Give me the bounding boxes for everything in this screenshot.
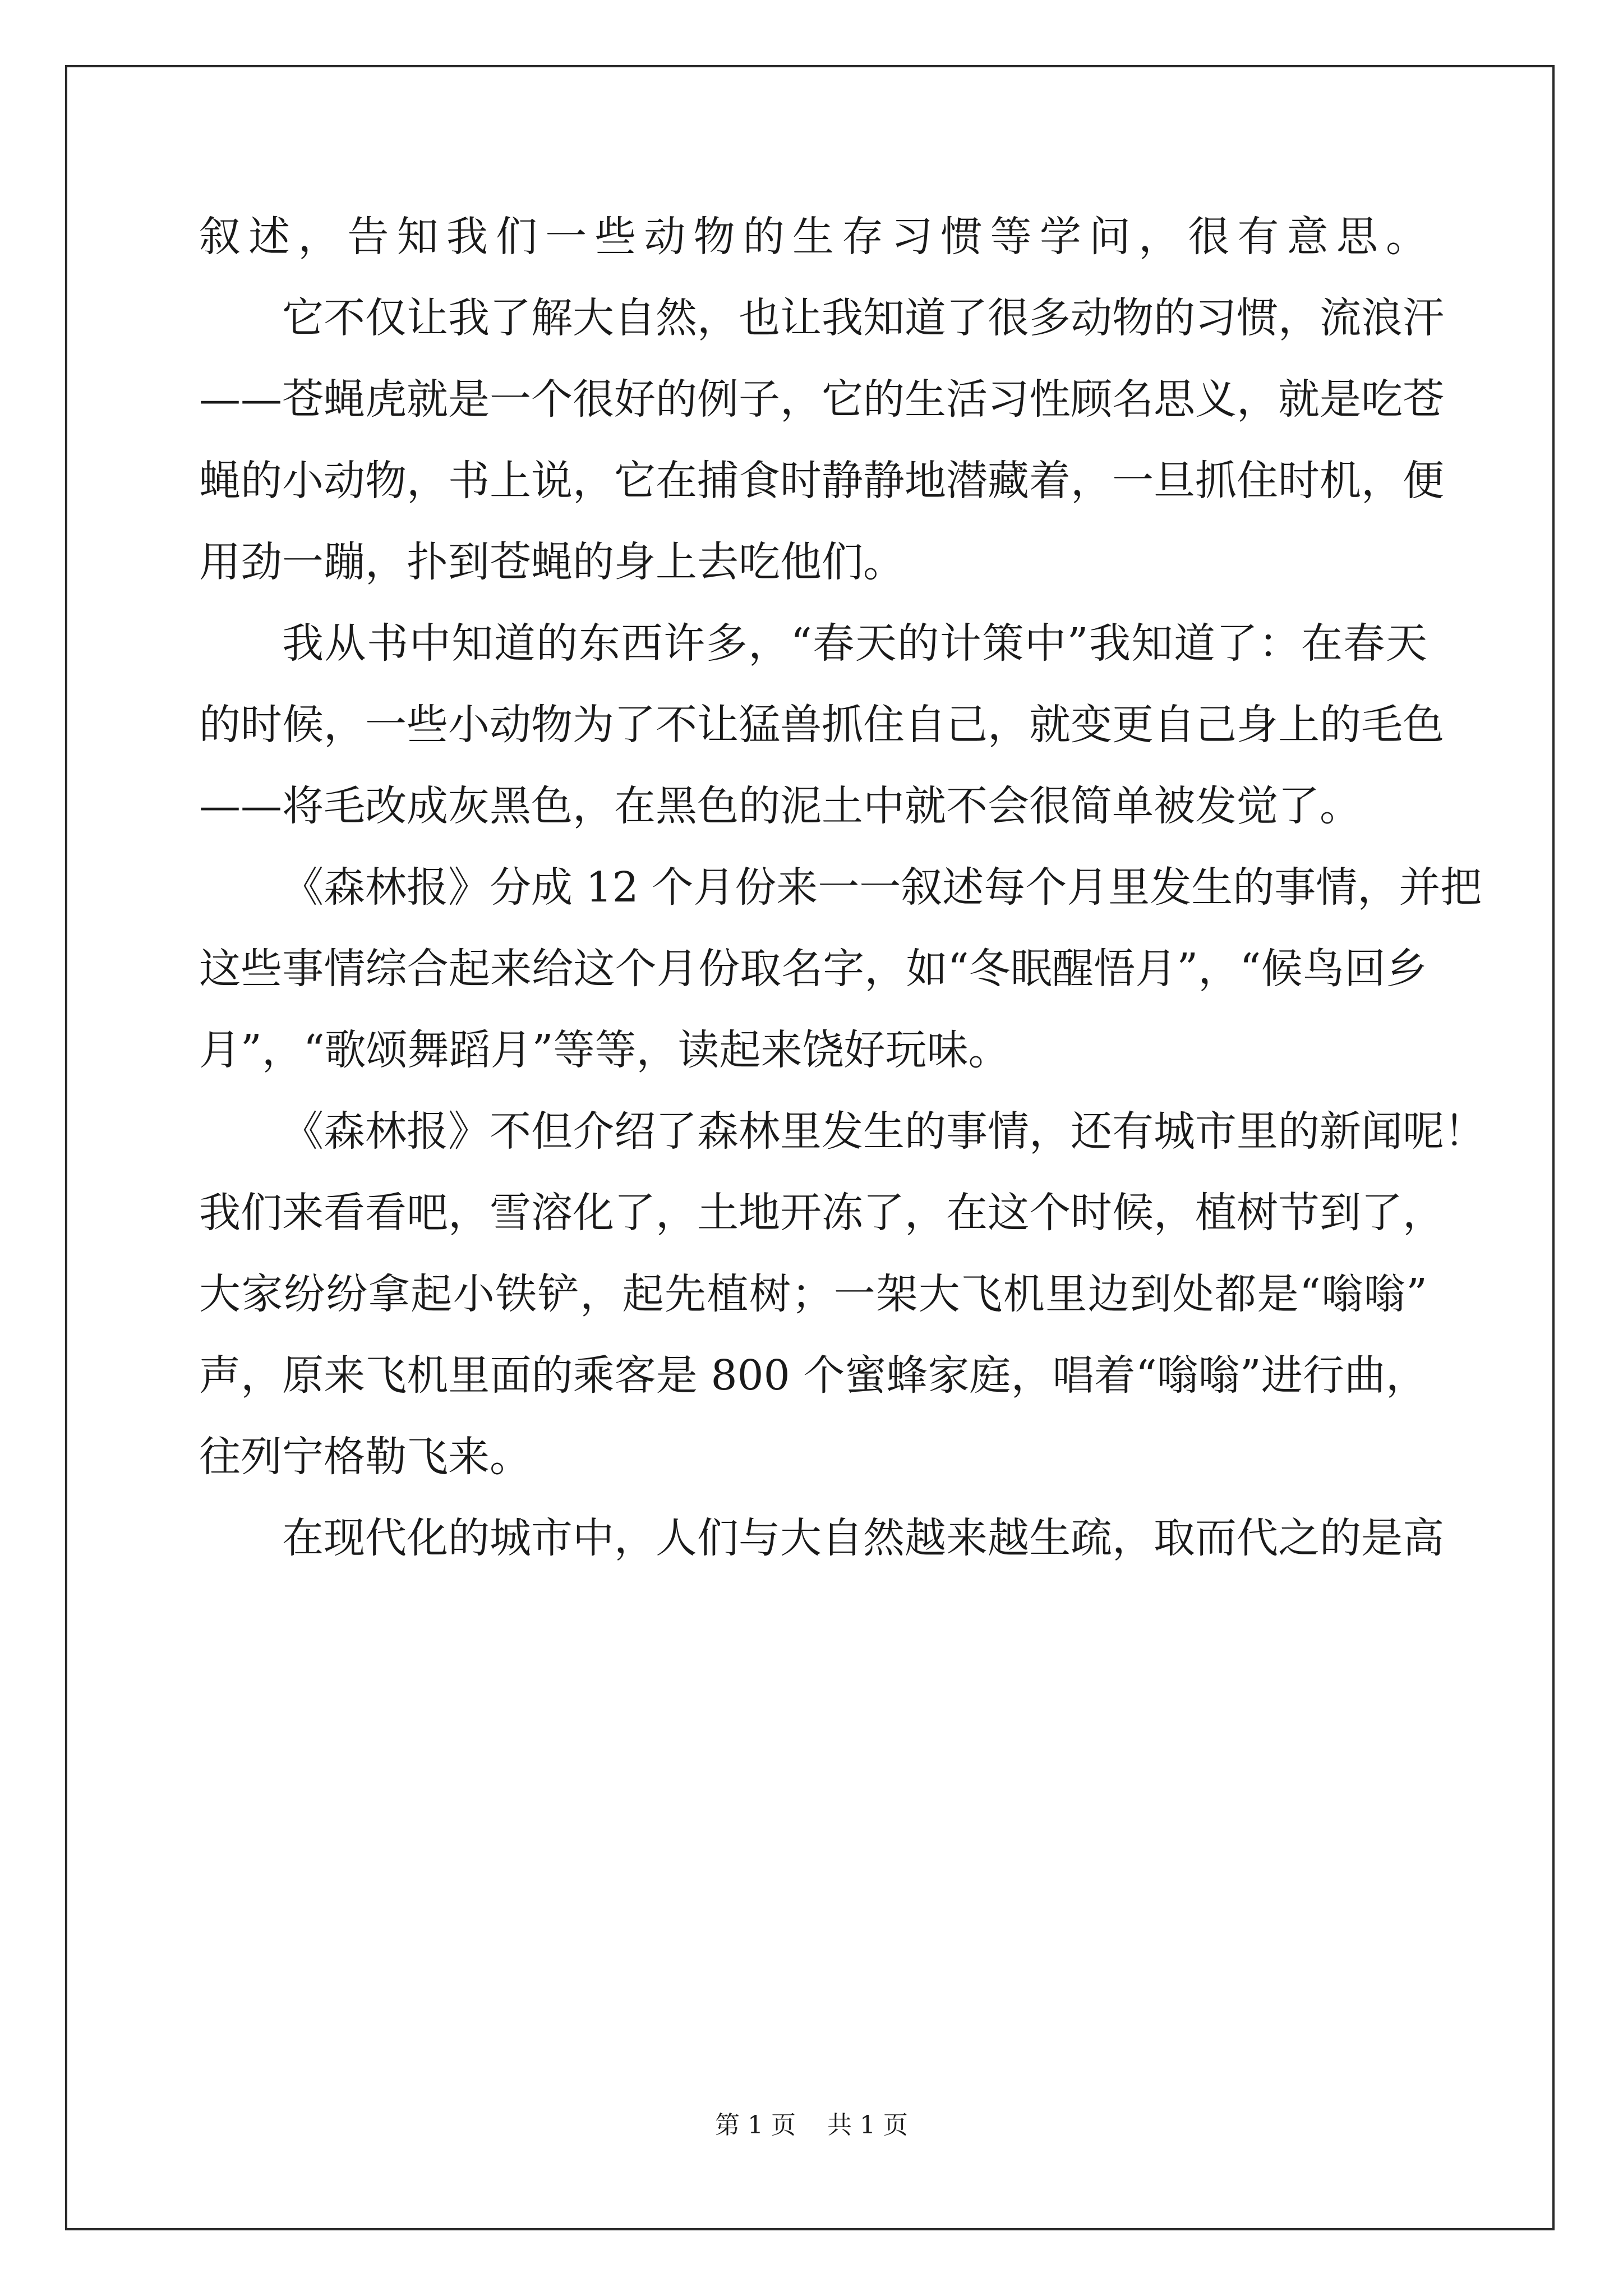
text-line: 月”，“歌颂舞蹈月”等等，读起来饶好玩味。 (199, 1026, 1010, 1074)
text-line: 我从书中知道的东西许多，“春天的计策中”我知道了：在春天 (282, 619, 1427, 668)
text-line: ——将毛改成灰黑色，在黑色的泥土中就不会很简单被发觉了。 (199, 782, 1361, 830)
text-line: 声，原来飞机里面的乘客是 800 个蜜蜂家庭，唱着“嗡嗡”进行曲， (199, 1351, 1427, 1400)
text-line: 用劲一蹦，扑到苍蝇的身上去吃他们。 (199, 538, 905, 586)
text-line: 它不仅让我了解大自然，也让我知道了很多动物的习惯，流浪汗 (282, 294, 1444, 342)
text-line: 《森林报》分成 12 个月份来一一叙述每个月里发生的事情，并把 (282, 863, 1482, 912)
text-line: 我们来看看吧，雪溶化了，土地开冻了，在这个时候，植树节到了， (199, 1189, 1444, 1237)
text-line: 这些事情综合起来给这个月份取名字，如“冬眠醒悟月”，“候鸟回乡 (199, 945, 1427, 993)
text-line: ——苍蝇虎就是一个很好的例子，它的生活习性顾名思义，就是吃苍 (199, 375, 1444, 424)
text-line: 叙述，告知我们一些动物的生存习惯等学问，很有意思。 (199, 213, 1427, 261)
text-line: 《森林报》不但介绍了森林里发生的事情，还有城市里的新闻呢！ (282, 1107, 1486, 1156)
text-line: 在现代化的城市中，人们与大自然越来越生疏，取而代之的是高 (282, 1514, 1444, 1562)
text-line: 往列宁格勒飞来。 (199, 1433, 531, 1481)
page-number-footer: 第 1 页 共 1 页 (715, 2111, 908, 2139)
text-line: 蝇的小动物，书上说，它在捕食时静静地潜藏着，一旦抓住时机，便 (199, 457, 1444, 505)
text-line: 的时候，一些小动物为了不让猛兽抓住自己，就变更自己身上的毛色 (199, 701, 1444, 749)
text-line: 大家纷纷拿起小铁铲，起先植树；一架大飞机里边到处都是“嗡嗡” (199, 1270, 1427, 1318)
